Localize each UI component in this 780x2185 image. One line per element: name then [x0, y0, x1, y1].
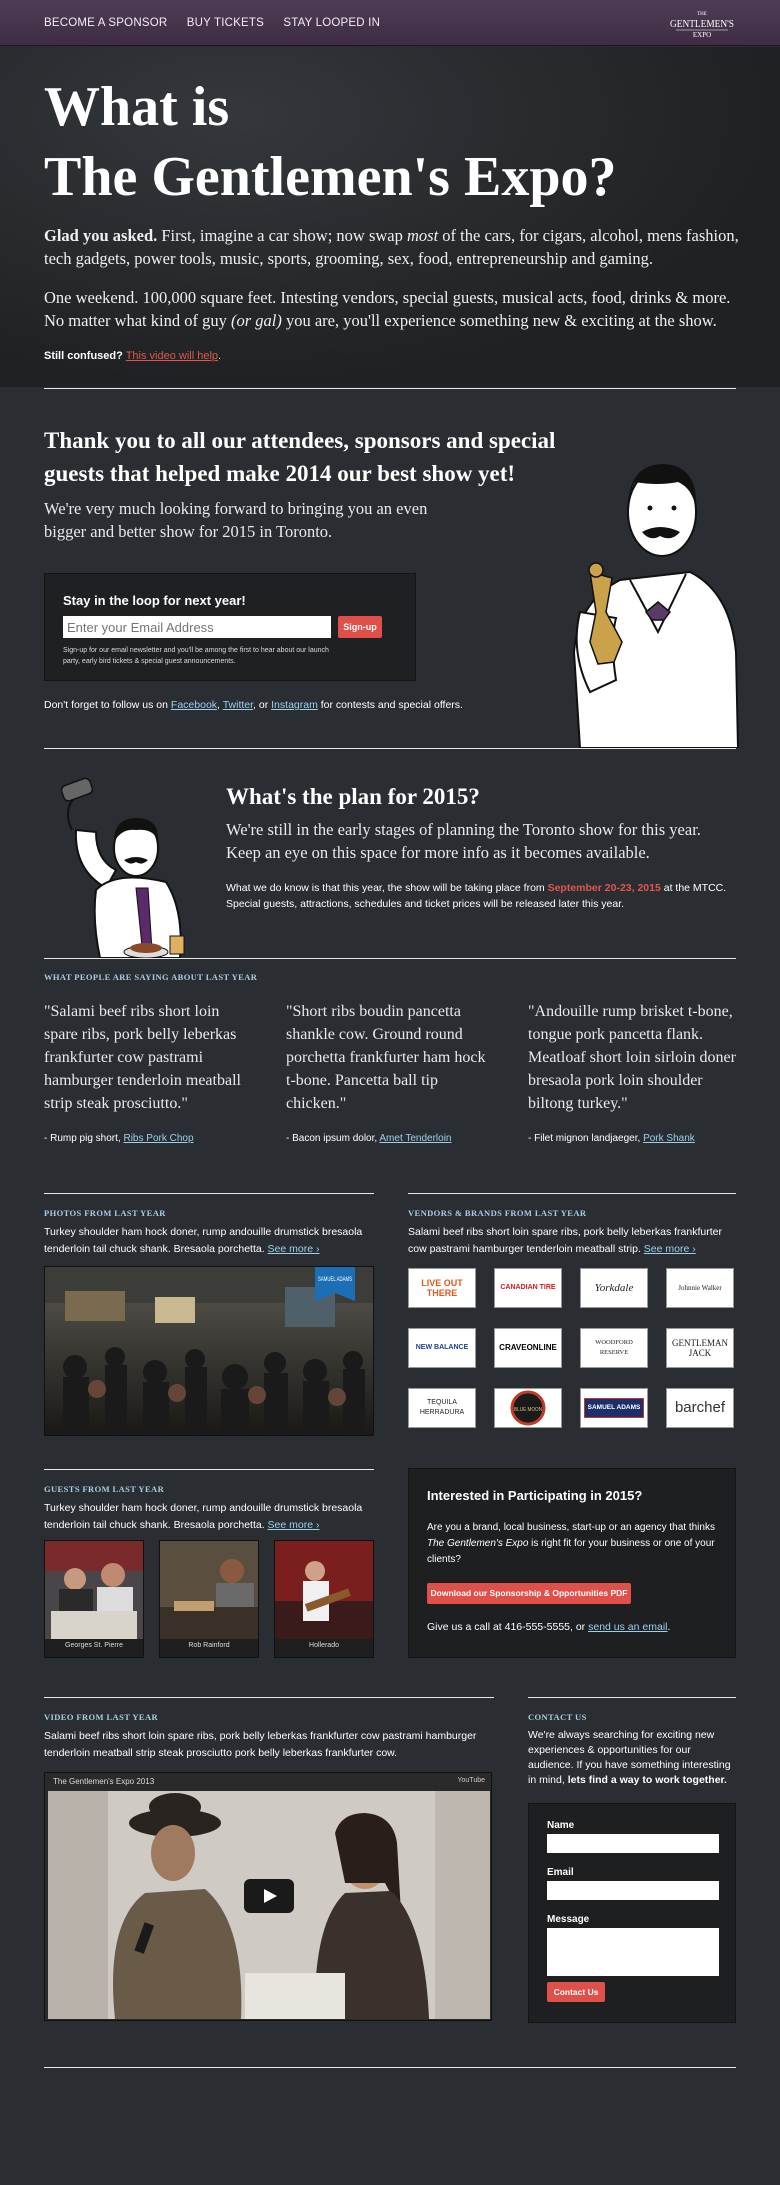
- divider: [44, 1697, 494, 1698]
- crowd-photo-image: [45, 1267, 374, 1436]
- brand-logo[interactable]: CRAVEONLINE: [494, 1328, 562, 1368]
- logo-sub-text: EXPO: [692, 31, 712, 39]
- logo-top-text: THE: [697, 12, 707, 17]
- participate-desc-em: The Gentlemen's Expo: [427, 1538, 529, 1549]
- testimonial-quote: "Short ribs boudin pancetta shankle cow. Ground round porchetta frankfurter ham hock t-bone. Pancetta ball tip chicken.": [286, 1003, 486, 1112]
- testimonial-quote: "Salami beef ribs short loin spare ribs, pork belly leberkas frankfurter cow pastrami hamburger tenderloin meatball strip steak prosciutto.": [44, 1003, 241, 1112]
- social-follow: [44, 699, 463, 711]
- intro-em: most: [407, 226, 439, 245]
- email-input[interactable]: [63, 616, 331, 638]
- facebook-link[interactable]: Facebook: [170, 699, 218, 711]
- vendors-desc: [408, 1224, 738, 1258]
- brand-logo[interactable]: WOODFORD RESERVE: [580, 1328, 648, 1368]
- guests-see-more-link[interactable]: See more ›: [267, 1519, 320, 1531]
- brand-logo[interactable]: barchef: [666, 1388, 734, 1428]
- photos-see-more-link[interactable]: See more ›: [267, 1243, 320, 1255]
- guests-desc-text: Turkey shoulder ham hock doner, rump andouille drumstick bresaola tenderloin tail chuck shank. Bresaola porchetta.: [44, 1502, 363, 1531]
- brand-logo[interactable]: GENTLEMAN JACK: [666, 1328, 734, 1368]
- contact-us-button[interactable]: Contact Us: [547, 1982, 605, 2002]
- intro2-em: (or gal): [230, 311, 282, 330]
- divider: [44, 1193, 374, 1194]
- divider: [44, 1469, 374, 1470]
- photo-banner-text: SAMUEL ADAMS: [318, 1277, 352, 1283]
- intro-text-a: First, imagine a car show; now swap: [157, 226, 407, 245]
- contact-label: CONTACT US: [528, 1712, 587, 1722]
- participate-title: Interested in Participating in 2015?: [427, 1488, 643, 1503]
- gentleman-trophy-illustration: [560, 452, 740, 748]
- nav-stay-looped-in[interactable]: STAY LOOPED IN: [283, 17, 381, 29]
- participate-desc-b: is right fit for your business or one of your clients?: [427, 1538, 715, 1565]
- follow-text-a: Don't forget to follow us on: [44, 699, 171, 711]
- attribution-link[interactable]: Amet Tenderloin: [379, 1133, 452, 1144]
- page-title: [44, 72, 616, 212]
- top-nav: [0, 0, 780, 46]
- plan-text-a: What we do know is that this year, the show will be taking place from: [226, 882, 548, 894]
- name-field[interactable]: [547, 1834, 719, 1853]
- contact-desc-a: We're always searching for exciting new experiences & opportunities for our audience. If you have something interesting in mind,: [528, 1729, 731, 1786]
- video-help-link[interactable]: This video will help: [125, 350, 219, 362]
- attribution-link[interactable]: Pork Shank: [643, 1133, 695, 1144]
- page-title-line1: What is: [44, 76, 230, 138]
- still-confused-end: .: [218, 350, 222, 362]
- attribution-text: - Filet mignon landjaeger,: [528, 1133, 644, 1144]
- testimonial-attribution: [44, 1133, 194, 1144]
- guest-card[interactable]: [274, 1540, 374, 1658]
- play-button[interactable]: [244, 1879, 294, 1913]
- intro2-text-a: One weekend. 100,000 square feet. Intesting vendors, special guests, musical acts, food, drinks & more. No matter what kind of guy: [44, 288, 731, 330]
- plan-lead: We're still in the early stages of planning the Toronto show for this year. Keep an eye on this space for more info as it becomes available.: [226, 820, 701, 862]
- thanks-heading: Thank you to all our attendees, sponsors and special guests that helped make 2014 our best show yet!: [44, 428, 556, 486]
- attribution-link[interactable]: Ribs Pork Chop: [123, 1133, 194, 1144]
- youtube-brand: YouTube: [457, 1777, 485, 1784]
- guest-card[interactable]: [44, 1540, 144, 1658]
- video-desc: Salami beef ribs short loin spare ribs, pork belly leberkas frankfurter cow pastrami hamburger tenderloin meatball strip steak prosciutto pork belly leberkas frankfurter cow.: [44, 1730, 477, 1759]
- call-text: Give us a call at 416-555-5555, or: [427, 1621, 589, 1633]
- divider: [44, 958, 736, 959]
- plan-heading: What's the plan for 2015?: [226, 784, 480, 809]
- signup-button[interactable]: Sign-up: [338, 616, 382, 638]
- email-field[interactable]: [547, 1881, 719, 1900]
- intro-paragraph-1: [44, 224, 744, 270]
- photo-crowd[interactable]: [44, 1266, 374, 1436]
- brand-logo[interactable]: [494, 1388, 562, 1428]
- intro2-text-b: you are, you'll experience something new & exciting at the show.: [281, 311, 717, 330]
- follow-text-b: for contests and special offers.: [317, 699, 463, 711]
- photos-label: PHOTOS FROM LAST YEAR: [44, 1208, 166, 1218]
- video-title: The Gentlemen's Expo 2013: [53, 1777, 155, 1786]
- plan-date: September 20-23, 2015: [547, 882, 661, 894]
- attribution-text: - Rump pig short,: [44, 1133, 124, 1144]
- logo-main-text: GENTLEMEN'S: [670, 19, 734, 30]
- download-pdf-button[interactable]: Download our Sponsorship & Opportunities PDF: [427, 1583, 631, 1604]
- brand-badge-label: SAMUEL ADAMS: [584, 1398, 645, 1418]
- brand-logo[interactable]: Yorkdale: [580, 1268, 648, 1308]
- contact-form: [528, 1803, 736, 2023]
- call-end: .: [667, 1621, 671, 1633]
- instagram-link[interactable]: Instagram: [271, 699, 318, 711]
- participate-desc-a: Are you a brand, local business, start-up or an agency that thinks: [427, 1522, 715, 1533]
- testimonial-attribution: [528, 1133, 695, 1144]
- intro-text-b: of the cars, for cigars, alcohol, mens fashion, tech gadgets, power tools, music, sports, grooming, sex, food, entrepreneurship and gaming.: [44, 226, 739, 268]
- brand-badge-icon: [508, 1390, 548, 1426]
- still-confused-label: Still confused?: [44, 350, 123, 362]
- guests-label: GUESTS FROM LAST YEAR: [44, 1484, 165, 1494]
- message-label: Message: [547, 1914, 590, 1925]
- page-title-line2: The Gentlemen's Expo?: [44, 146, 617, 208]
- participate-call: [427, 1621, 670, 1633]
- message-field[interactable]: [547, 1928, 719, 1976]
- twitter-link[interactable]: Twitter: [222, 699, 254, 711]
- name-label: Name: [547, 1820, 575, 1831]
- intro-paragraph-2: [44, 286, 744, 332]
- plan-details: [226, 880, 746, 912]
- follow-or: , or: [253, 699, 272, 711]
- footer-divider: [44, 2067, 736, 2068]
- brand-logo[interactable]: Johnnie Walker: [666, 1268, 734, 1308]
- photos-desc: [44, 1224, 380, 1258]
- divider: [528, 1697, 736, 1698]
- vendors-see-more-link[interactable]: See more ›: [643, 1243, 696, 1255]
- newsletter-signup: [44, 573, 416, 681]
- plan-text-b: at the MTCC. Special guests, attractions, schedules and ticket prices will be released later this year.: [226, 882, 727, 910]
- nav-buy-tickets[interactable]: BUY TICKETS: [186, 17, 264, 29]
- video-label: VIDEO FROM LAST YEAR: [44, 1712, 159, 1722]
- nav-links: [44, 17, 396, 29]
- brand-logo[interactable]: [580, 1388, 648, 1428]
- signup-title: Stay in the loop for next year!: [63, 593, 246, 608]
- guest-photo: [45, 1541, 143, 1639]
- testimonial-attribution: [286, 1133, 451, 1144]
- guests-desc: [44, 1500, 380, 1534]
- contact-desc: [528, 1728, 738, 1788]
- logo[interactable]: [668, 8, 736, 40]
- thanks-lead: We're very much looking forward to bringing you an even bigger and better show for 2015 in Toronto.: [44, 499, 428, 541]
- play-icon: [244, 1879, 294, 1913]
- nav-become-sponsor[interactable]: BECOME A SPONSOR: [44, 17, 168, 29]
- guest-photo: [160, 1541, 258, 1639]
- email-us-link[interactable]: send us an email: [588, 1621, 668, 1633]
- guest-card[interactable]: [159, 1540, 259, 1658]
- gentleman-dumbbell-illustration: [56, 770, 196, 958]
- divider: [408, 1193, 736, 1194]
- testimonial-quote: "Andouille rump brisket t-bone, tongue pork pancetta flank. Meatloaf short loin sirloin doner bresaola pork loin shoulder biltong turkey.": [528, 1003, 736, 1112]
- email-label: Email: [547, 1867, 574, 1878]
- guest-photo: [275, 1541, 373, 1639]
- intro-bold: Glad you asked.: [44, 226, 158, 245]
- signup-note: Sign-up for our email newsletter and you'll be among the first to hear about our launch party, early bird tickets & special guest announcements.: [63, 647, 329, 665]
- vendors-desc-text: Salami beef ribs short loin spare ribs, pork belly leberkas frankfurter cow pastrami hamburger tenderloin meatball strip.: [408, 1226, 722, 1255]
- guest-name: Rob Rainford: [188, 1642, 230, 1649]
- contact-desc-b: lets find a way to work together.: [567, 1774, 727, 1786]
- video-player[interactable]: [44, 1772, 492, 2021]
- testimonials-label: WHAT PEOPLE ARE SAYING ABOUT LAST YEAR: [44, 972, 258, 982]
- still-confused: [44, 350, 221, 362]
- brand-logo[interactable]: CANADIAN TIRE: [494, 1268, 562, 1308]
- follow-comma: ,: [217, 699, 223, 711]
- attribution-text: - Bacon ipsum dolor,: [286, 1133, 380, 1144]
- divider: [44, 748, 736, 749]
- guest-name: Georges St. Pierre: [65, 1642, 123, 1649]
- brand-logo[interactable]: NEW BALANCE: [408, 1328, 476, 1368]
- brand-logo[interactable]: TEQUILA HERRADURA: [408, 1388, 476, 1428]
- vendors-label: VENDORS & BRANDS FROM LAST YEAR: [408, 1208, 587, 1218]
- divider: [44, 388, 736, 389]
- photos-desc-text: Turkey shoulder ham hock doner, rump andouille drumstick bresaola tenderloin tail chuck shank. Bresaola porchetta.: [44, 1226, 363, 1255]
- participate-box: [408, 1468, 736, 1658]
- brand-badge-text: BLUE MOON: [514, 1407, 543, 1413]
- guest-name: Hollerado: [309, 1642, 339, 1649]
- participate-desc: [427, 1520, 727, 1568]
- brand-logo[interactable]: LIVE OUT THERE: [408, 1268, 476, 1308]
